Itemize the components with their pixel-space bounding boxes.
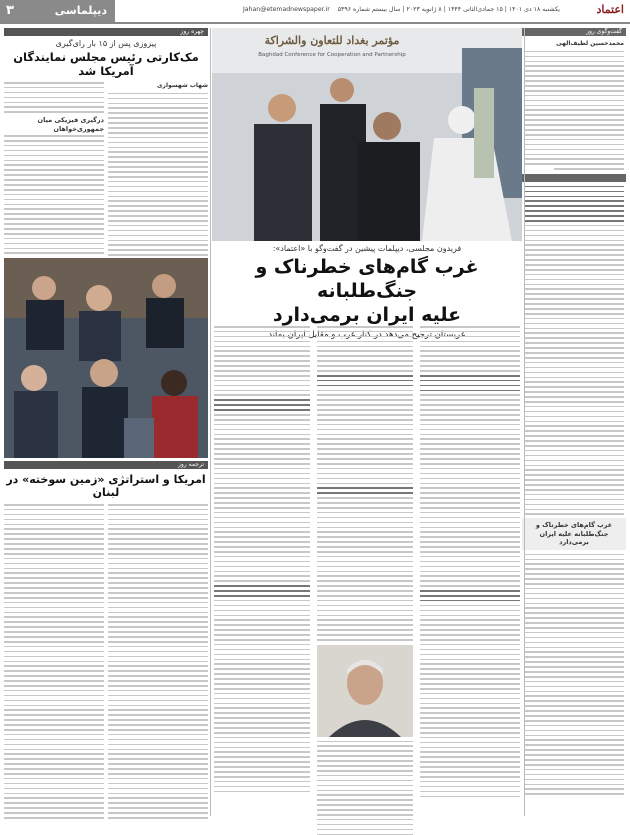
date-line [125, 6, 560, 13]
right-kicker-2 [522, 174, 626, 182]
left-bottom-kicker [4, 461, 208, 469]
interviewee-portrait [317, 645, 413, 737]
left-top-kicker-text: چهره روز [180, 28, 204, 35]
mccarthy-col-b-text-2 [4, 135, 104, 254]
main-headline-line2: علیه ایران برمی‌دارد [272, 303, 462, 326]
congress-photo-art [4, 258, 208, 458]
right-kicker [522, 28, 626, 36]
date-text: یکشنبه ۱۸ دی ۱۴۰۱ | ۱۵ جمادی‌الثانی ۱۴۴۴ | ۸ ژانویه ۲۰۲۳ | سال بیستم شماره ۵۳۹۶ [337, 6, 560, 13]
lebanon-col-a-text [108, 504, 208, 819]
column-rule-left [210, 28, 211, 816]
author-name: محمدحسین لطیف‌الهی [556, 40, 624, 47]
main-body-col-3-text [212, 326, 312, 792]
right-column [522, 28, 626, 818]
left-bottom-kicker-text: ترجمه روز [178, 461, 204, 468]
mccarthy-col-a [108, 82, 208, 262]
mccarthy-body [4, 82, 208, 262]
mccarthy-overline: پیروزی پس از ۱۵ بار رای‌گیری [55, 39, 157, 48]
email-text: Jahan@etemadnewspaper.ir [242, 6, 330, 13]
page-number: ۳ [6, 3, 14, 18]
masthead-rule [0, 22, 630, 24]
lebanon-col-a [108, 504, 208, 822]
conference-photo [212, 28, 522, 241]
left-top-kicker [4, 28, 208, 36]
lebanon-col-b [4, 504, 104, 822]
banner-english: Baghdad Conference for Cooperation and Partnership [258, 52, 406, 58]
lebanon-body [4, 504, 208, 822]
main-body-col-1 [418, 326, 522, 816]
section-label: دیپلماسی [54, 4, 107, 17]
mccarthy-subhead: درگیری فیزیکی میان جمهوری‌خواهان [37, 116, 104, 133]
newspaper-logo: اعتماد [596, 3, 624, 16]
lebanon-headline: امریکا و استراتژی «زمین سوخته» در لبنان [6, 473, 206, 499]
main-body-col-2-text [315, 326, 415, 641]
mccarthy-headline: مک‌کارتی رئیس مجلس نمایندگان آمریکا شد [13, 50, 199, 78]
mccarthy-col-a-text [108, 93, 208, 256]
section-tab [0, 0, 115, 22]
main-headline-line1: غرب گام‌های خطرناک و جنگ‌طلبانه [255, 256, 479, 302]
column-rule-right [524, 28, 525, 816]
right-text-block-1 [522, 51, 626, 170]
portrait-art [317, 645, 413, 737]
right-pull-headline: غرب گام‌های خطرناک و جنگ‌طلبانه علیه ایران برمی‌دارد [535, 521, 613, 547]
conference-photo-art [212, 28, 522, 241]
mccarthy-col-b [4, 82, 104, 262]
right-text-block-2 [522, 182, 626, 515]
main-headline-block [212, 242, 522, 324]
main-body-col-2-text-b [315, 741, 415, 835]
right-kicker-text: گفت‌وگوی روز [586, 28, 622, 35]
right-pull-box [522, 518, 626, 549]
banner-arabic: مؤتمر بغداد للتعاون والشراكة [264, 34, 400, 47]
mccarthy-byline: شهاب شهسواری [157, 82, 208, 89]
main-supertitle: فریدون مجلسی، دیپلمات پیشین در گفت‌وگو با «اعتماد»: [272, 244, 462, 253]
mccarthy-col-b-text-1 [4, 82, 104, 113]
masthead [0, 0, 630, 22]
main-body-col-1-text [418, 326, 522, 797]
right-text-block-3 [522, 550, 626, 795]
congress-photo [4, 258, 208, 458]
lebanon-col-b-text [4, 504, 104, 819]
mccarthy-story [4, 28, 208, 256]
lebanon-story [4, 461, 208, 818]
main-body-col-2 [315, 326, 415, 816]
main-body-col-3 [212, 326, 312, 816]
